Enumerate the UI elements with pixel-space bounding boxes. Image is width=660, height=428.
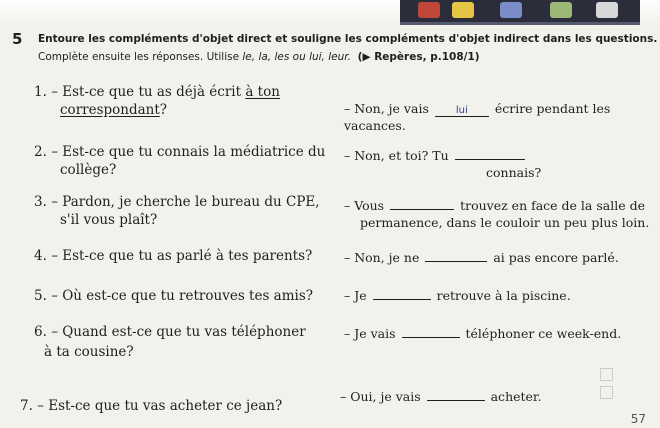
answer-text: écrire pendant les xyxy=(494,101,611,116)
question-text: – Est-ce que tu as parlé à tes parents? xyxy=(51,248,313,264)
instruction-pronouns: le, la, les ou lui, leur. xyxy=(242,51,351,63)
instruction-text: Complète ensuite les réponses. Utilise xyxy=(38,51,243,63)
reference-link[interactable] xyxy=(358,51,480,63)
item-number: 5. xyxy=(34,288,47,304)
decorative-illustration-strip xyxy=(400,0,640,25)
answer-blank-3[interactable] xyxy=(390,198,454,210)
question-text: – Pardon, je cherche le bureau du CPE, xyxy=(51,194,320,210)
answer-2 xyxy=(344,147,527,165)
decoration-tile xyxy=(452,2,474,18)
answer-blank-1[interactable]: lui xyxy=(435,105,489,117)
answer-5 xyxy=(344,287,571,305)
decoration-tile xyxy=(596,2,618,18)
question-7 xyxy=(20,396,282,416)
answer-blank-4[interactable] xyxy=(425,250,487,262)
item-number: 3. xyxy=(34,194,47,210)
item-number: 7. xyxy=(20,398,33,414)
question-3 xyxy=(34,192,320,212)
page-number: 57 xyxy=(630,412,646,426)
question-text: – Quand est-ce que tu vas téléphoner xyxy=(51,324,306,340)
answer-text: – Non, et toi? Tu xyxy=(344,148,449,163)
answer-1-line-2: vacances. xyxy=(344,118,406,133)
answer-3-line-2: permanence, dans le couloir un peu plus loin. xyxy=(360,215,650,230)
reference-text: Repères, p.108/1) xyxy=(374,51,480,63)
answer-text: – Non, je ne xyxy=(344,250,420,265)
answer-text: – Oui, je vais xyxy=(340,389,421,404)
item-number: 6. xyxy=(34,324,47,340)
answer-3 xyxy=(344,197,645,215)
question-5 xyxy=(34,286,313,306)
question-text: – Est-ce que tu vas acheter ce jean? xyxy=(37,398,283,414)
question-6-line-2: à ta cousine? xyxy=(44,344,134,360)
bleed-through-box xyxy=(600,386,613,399)
answer-blank-6[interactable] xyxy=(402,326,460,338)
underlined-indirect-object: à ton xyxy=(245,84,280,100)
answer-text: – Vous xyxy=(344,198,385,213)
question-text: – Où est-ce que tu retrouves tes amis? xyxy=(51,288,314,304)
exercise-number: 5 xyxy=(12,30,23,48)
answer-1 xyxy=(344,100,610,118)
question-1 xyxy=(34,82,280,102)
reference-open-paren: ( xyxy=(357,51,363,63)
bleed-through-box xyxy=(600,368,613,381)
answer-text: – Je xyxy=(344,288,367,303)
answer-text: – Non, je vais xyxy=(344,101,429,116)
instruction-line-1: Entoure les compléments d'objet direct et souligne les compléments d'objet indirect dans les questions. xyxy=(38,33,658,45)
answer-text: acheter. xyxy=(490,389,542,404)
answer-text: ai pas encore parlé. xyxy=(493,250,619,265)
decoration-tile xyxy=(550,2,572,18)
item-number: 1. xyxy=(34,84,47,100)
question-1-line-2 xyxy=(60,100,167,120)
decoration-tile xyxy=(418,2,440,18)
question-text: – Est-ce que tu connais la médiatrice du xyxy=(51,144,326,160)
answer-text: retrouve à la piscine. xyxy=(436,288,571,303)
decoration-tile xyxy=(500,2,522,18)
question-text: ? xyxy=(159,102,168,118)
arrow-icon: ▶ xyxy=(362,51,371,63)
answer-blank-7[interactable] xyxy=(427,389,485,401)
answer-2-end: connais? xyxy=(486,165,542,180)
question-2 xyxy=(34,142,325,162)
item-number: 4. xyxy=(34,248,47,264)
answer-blank-5[interactable] xyxy=(373,288,431,300)
question-3-line-2: s'il vous plaît? xyxy=(60,212,158,228)
question-4 xyxy=(34,246,312,266)
question-2-line-2: collège? xyxy=(60,162,117,178)
item-number: 2. xyxy=(34,144,47,160)
answer-text: – Je vais xyxy=(344,326,396,341)
answer-text: trouvez en face de la salle de xyxy=(460,198,645,213)
question-text: – Est-ce que tu as déjà écrit xyxy=(51,84,246,100)
answer-6 xyxy=(344,325,621,343)
answer-7 xyxy=(340,388,542,406)
answer-4 xyxy=(344,249,619,267)
answer-text: téléphoner ce week-end. xyxy=(465,326,622,341)
answer-blank-2[interactable] xyxy=(455,148,525,160)
instruction-line-2 xyxy=(38,51,480,63)
underlined-indirect-object: correspondant xyxy=(60,102,160,118)
question-6 xyxy=(34,322,306,342)
